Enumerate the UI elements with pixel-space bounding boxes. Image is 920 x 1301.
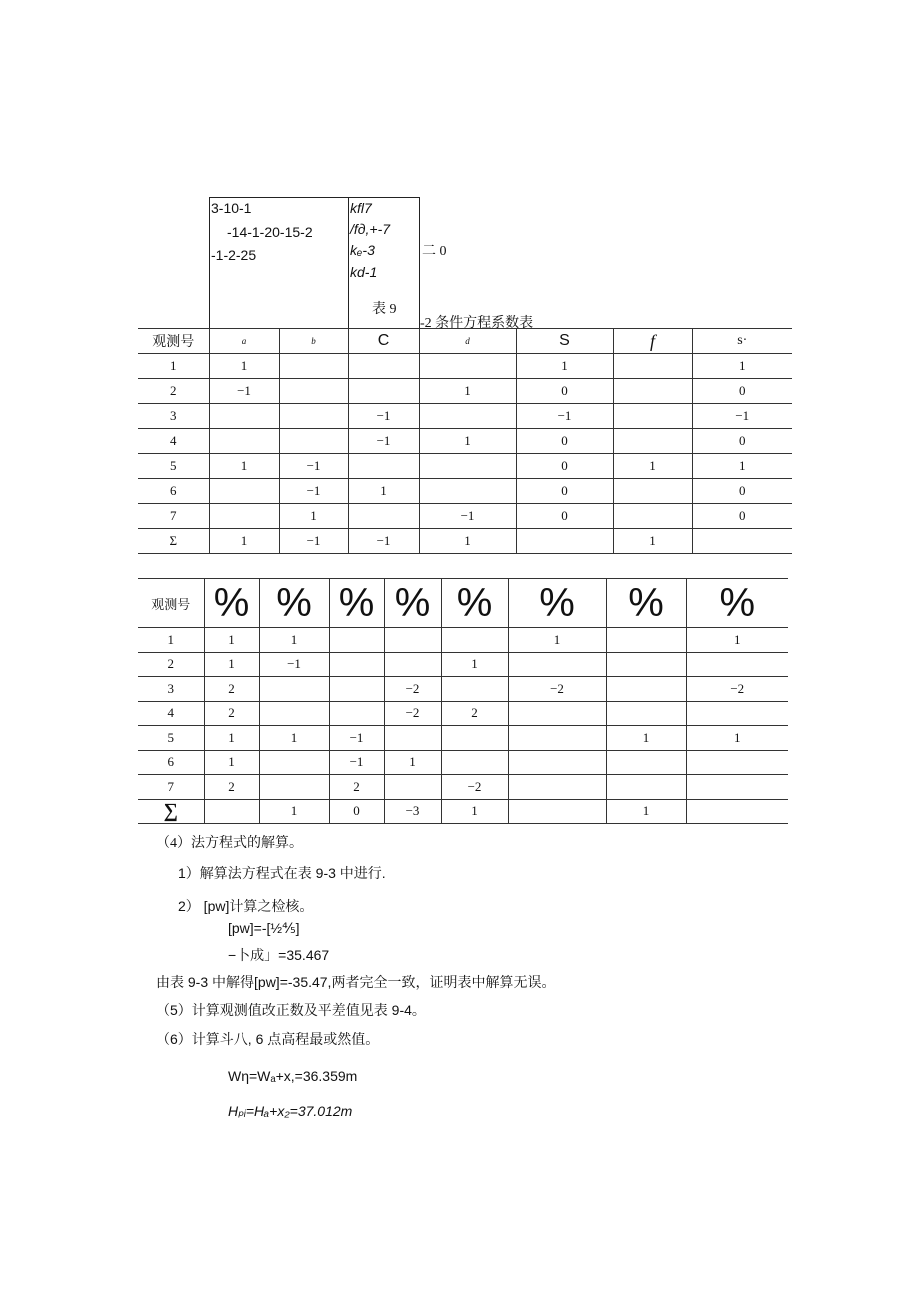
header-cell: %: [329, 579, 384, 628]
table-cell: 1: [384, 750, 441, 775]
table-cell: 1: [606, 726, 686, 751]
table-cell: [348, 454, 419, 479]
table-cell: [329, 701, 384, 726]
table-cell: [686, 799, 788, 824]
table-cell: 0: [516, 454, 613, 479]
table-row: [138, 479, 792, 504]
table-cell: 7: [138, 504, 209, 529]
table-cell: −3: [384, 799, 441, 824]
table-cell: [279, 354, 348, 379]
table-cell: [606, 750, 686, 775]
table-cell: [348, 354, 419, 379]
header-cell: f: [613, 329, 692, 354]
table-cell: 2: [204, 677, 259, 702]
table-cell: −1: [348, 404, 419, 429]
table-cell: [259, 677, 329, 702]
table-cell: 1: [441, 799, 508, 824]
table-cell: [508, 775, 606, 800]
table-cell: −2: [441, 775, 508, 800]
table-row: [138, 429, 792, 454]
table-cell: 2: [204, 775, 259, 800]
table-row: [138, 628, 788, 653]
header-cell: d: [419, 329, 516, 354]
side-text: 二 0: [422, 244, 447, 259]
table-cell: [419, 354, 516, 379]
table-cell: Σ: [138, 529, 209, 554]
table-cell: −1: [209, 379, 279, 404]
table-cell: 1: [686, 628, 788, 653]
table-cell: 1: [516, 354, 613, 379]
table-cell: 0: [692, 504, 792, 529]
table-cell: 1: [419, 529, 516, 554]
table-cell: [606, 775, 686, 800]
table-cell: [613, 354, 692, 379]
table-cell: [419, 454, 516, 479]
table-cell: [348, 379, 419, 404]
table-cell: [419, 479, 516, 504]
table-cell: [279, 404, 348, 429]
table-row: [138, 354, 792, 379]
table-cell: −1: [348, 529, 419, 554]
table-cell: [209, 404, 279, 429]
table-cell: [441, 750, 508, 775]
table-row: [138, 677, 788, 702]
table-cell: [613, 404, 692, 429]
table-cell: [613, 429, 692, 454]
table-row: [138, 750, 788, 775]
formula-h: Hₚᵢ=Hₐ+x₂=37.012m: [228, 1103, 353, 1119]
table-cell: −2: [686, 677, 788, 702]
table-cell: 1: [259, 799, 329, 824]
section-4-heading: （4）法方程式的解算。: [156, 836, 303, 851]
top-right-line-3: kₑ-3: [350, 242, 375, 258]
table-cell: 1: [209, 354, 279, 379]
table-cell: [508, 701, 606, 726]
formula-w: Wη=Wₐ+x,=36.359m: [228, 1068, 358, 1084]
top-right-line-2: /fд,+-7: [350, 221, 391, 237]
table-cell: [686, 701, 788, 726]
table-cell: [606, 701, 686, 726]
table-row: [138, 701, 788, 726]
table-cell: 4: [138, 429, 209, 454]
table-cell: [209, 504, 279, 529]
header-cell: S: [516, 329, 613, 354]
table-cell: −1: [259, 652, 329, 677]
table-cell: 2: [441, 701, 508, 726]
table-cell: [692, 529, 792, 554]
table-cell: [209, 479, 279, 504]
header-cell: %: [686, 579, 788, 628]
table-cell: 1: [209, 454, 279, 479]
table-row: [138, 529, 792, 554]
table-cell: [508, 799, 606, 824]
table-cell: [329, 652, 384, 677]
table-cell: [384, 775, 441, 800]
table-cell: −1: [419, 504, 516, 529]
table-caption-number: 表 9: [372, 302, 397, 317]
step-1-text: 1）解算法方程式在表 9-3 中进行.: [178, 865, 386, 881]
table-cell: 0: [516, 504, 613, 529]
table-cell: [686, 652, 788, 677]
table-cell: 1: [441, 652, 508, 677]
table-cell: [613, 504, 692, 529]
table-cell: 1: [204, 628, 259, 653]
top-left-line-1: 3-10-1: [211, 200, 252, 216]
table-cell: 1: [209, 529, 279, 554]
header-cell: s·: [692, 329, 792, 354]
table-cell: ∑: [138, 799, 204, 824]
table-cell: [686, 750, 788, 775]
table-cell: 0: [692, 379, 792, 404]
table-cell: −1: [329, 726, 384, 751]
table-cell: [606, 677, 686, 702]
table-cell: 2: [329, 775, 384, 800]
header-cell: %: [384, 579, 441, 628]
table-cell: −1: [279, 479, 348, 504]
table-cell: [348, 504, 419, 529]
table-cell: [329, 628, 384, 653]
table-cell: −1: [329, 750, 384, 775]
table-cell: [508, 750, 606, 775]
table-cell: [516, 529, 613, 554]
table-cell: 5: [138, 454, 209, 479]
table-cell: −1: [279, 454, 348, 479]
table-cell: [384, 628, 441, 653]
header-cell: %: [259, 579, 329, 628]
table-cell: 1: [692, 354, 792, 379]
table-cell: 1: [508, 628, 606, 653]
table-cell: 2: [204, 701, 259, 726]
table-row: [138, 454, 792, 479]
coefficient-table-2: [138, 578, 788, 824]
header-cell: %: [441, 579, 508, 628]
table-row: [138, 504, 792, 529]
header-cell: %: [204, 579, 259, 628]
table-cell: 1: [204, 750, 259, 775]
table-row: [138, 775, 788, 800]
table-cell: [441, 628, 508, 653]
top-box-left: [209, 197, 349, 329]
equation-line-2: −卜成」=35.467: [228, 947, 330, 963]
table-cell: [441, 677, 508, 702]
table-cell: 1: [259, 628, 329, 653]
table-cell: 1: [279, 504, 348, 529]
equation-line-1: [pw]=-[½⅘]: [228, 920, 300, 936]
table-cell: 1: [348, 479, 419, 504]
table-cell: 1: [613, 529, 692, 554]
table-cell: 0: [516, 429, 613, 454]
header-cell: 观测号: [138, 579, 204, 628]
table-cell: [204, 799, 259, 824]
table-cell: 1: [419, 429, 516, 454]
step-2-text: 2） [pw]计算之检核。: [178, 898, 314, 914]
table-cell: 1: [138, 354, 209, 379]
table-row: [138, 404, 792, 429]
table-cell: −1: [692, 404, 792, 429]
header-cell: C: [348, 329, 419, 354]
table-row: [138, 379, 792, 404]
table-cell: 1: [606, 799, 686, 824]
table-cell: 1: [259, 726, 329, 751]
table-cell: [441, 726, 508, 751]
table-cell: 3: [138, 677, 204, 702]
table-cell: [259, 775, 329, 800]
top-right-line-1: kfl7: [350, 200, 372, 216]
table-cell: [606, 652, 686, 677]
table-cell: −2: [508, 677, 606, 702]
table-cell: 6: [138, 750, 204, 775]
table-cell: 2: [138, 652, 204, 677]
top-right-line-4: kd-1: [350, 264, 378, 280]
table-cell: [279, 429, 348, 454]
header-cell: %: [606, 579, 686, 628]
table-cell: [209, 429, 279, 454]
table-cell: 0: [516, 379, 613, 404]
table-row: [138, 726, 788, 751]
table-cell: 7: [138, 775, 204, 800]
table-cell: 0: [692, 429, 792, 454]
table-cell: [613, 479, 692, 504]
table-cell: [508, 652, 606, 677]
table-header-row: [138, 329, 792, 354]
table-cell: 1: [204, 652, 259, 677]
condition-coefficient-table: [138, 328, 792, 554]
header-cell: %: [508, 579, 606, 628]
header-cell: b: [279, 329, 348, 354]
table-cell: [259, 701, 329, 726]
table-cell: [686, 775, 788, 800]
table-cell: [384, 726, 441, 751]
header-cell: 观测号: [138, 329, 209, 354]
table-cell: 2: [138, 379, 209, 404]
table-cell: 5: [138, 726, 204, 751]
table-header-row: [138, 579, 788, 628]
table-cell: [329, 677, 384, 702]
table-cell: 1: [692, 454, 792, 479]
table-cell: 0: [516, 479, 613, 504]
table-row: [138, 799, 788, 824]
table-cell: [606, 628, 686, 653]
table-cell: 0: [692, 479, 792, 504]
table-cell: [279, 379, 348, 404]
table-cell: −1: [348, 429, 419, 454]
top-left-line-3: -1-2-25: [211, 247, 257, 263]
section-5-text: （5）计算观测值改正数及平差值见表 9-4。: [156, 1002, 426, 1018]
table-cell: −2: [384, 677, 441, 702]
table-cell: 1: [138, 628, 204, 653]
table-cell: [613, 379, 692, 404]
table-cell: [259, 750, 329, 775]
table-caption-title: -2 条件方程系数表: [420, 316, 534, 331]
table-cell: 3: [138, 404, 209, 429]
table-cell: 1: [419, 379, 516, 404]
table-cell: [508, 726, 606, 751]
table-cell: 1: [686, 726, 788, 751]
header-cell: a: [209, 329, 279, 354]
table-cell: [419, 404, 516, 429]
table-cell: 0: [329, 799, 384, 824]
table-cell: 6: [138, 479, 209, 504]
table-cell: 1: [204, 726, 259, 751]
section-6-text: （6）计算斗八, 6 点高程最或然值。: [156, 1031, 380, 1047]
table-cell: −1: [279, 529, 348, 554]
table-cell: −2: [384, 701, 441, 726]
table-cell: 4: [138, 701, 204, 726]
table-row: [138, 652, 788, 677]
result-paragraph: 由表 9-3 中解得[pw]=-35.47,两者完全一致，证明表中解算无误。: [156, 974, 556, 990]
table-cell: −1: [516, 404, 613, 429]
top-left-line-2: -14-1-20-15-2: [227, 224, 313, 240]
table-cell: [384, 652, 441, 677]
table-cell: 1: [613, 454, 692, 479]
